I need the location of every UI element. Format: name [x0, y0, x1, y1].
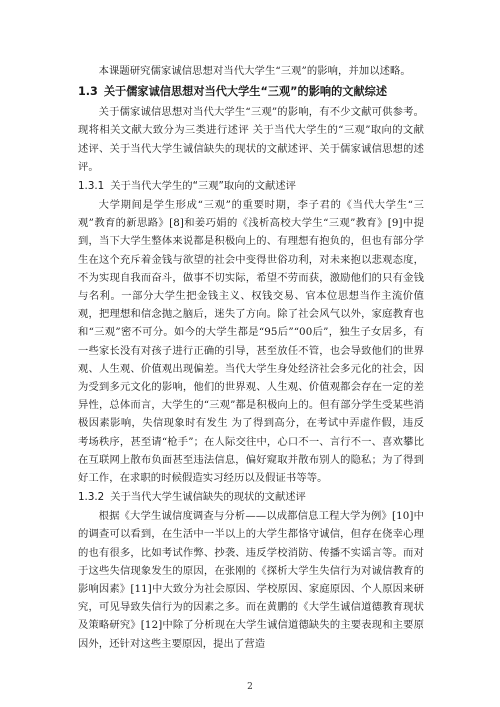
section-heading — [78, 82, 424, 102]
subsection-number-2: 1.3.2 — [78, 491, 105, 504]
subsection-title-1: 关于当代大学生的“三观”取向的文献述评 — [110, 180, 296, 193]
subsection-heading-1 — [78, 177, 424, 196]
section-number: 1.3 — [78, 85, 98, 99]
subsection-body-2: 根据《大学生诚信度调查与分析——以成都信息工程大学为例》[10]中的调查可以看到，在生活中一半以上的大学生都恪守诚信，但存在侥幸心理的也有很多，比如考试作弊、抄袭、违反学校消防、传播不实谣言等。而对于这些失信现象发生的原因，在张刚的《探析大学生失信行为对诚信教育的影响因素》[11]中大致分为社会原因、学校原因、家庭原因、个人原因来研究，可见导致失信行为的因素之多。而在黄鹏的《大学生诚信道德教育现状及策略研究》[12]中除了分析现在大学生诚信道德缺失的主要表现和主要原因外，还针对这些主要原因，提出了营造 — [78, 510, 424, 650]
subsection-body-1: 大学期间是学生形成“三观”的重要时期，李子君的《当代大学生“三观”教育的新思路》[8]和姜巧娟的《浅析高校大学生“三观”教育》[9]中提到，当下大学生整体来说都是积极向上的、有理想有抱负的，但也有部分学生在这个充斥着金钱与欲望的社会中变得世俗功利，对未来抱以悲观态度，不为实现自我而奋斗，做事不切实际，希望不劳而获，激励他们的只有金钱与名利。一部分大学生把金钱主义、权钱交易、官本位思想当作主流价值观，把理想和信念抛之脑后，迷失了方向。除了社会风气以外，家庭教育也和“三观”密不可分。如今的大学生都是“95后”“00后”，独生子女居多，有一些家长没有对孩子进行正确的引导，甚至放任不管，也会导致他们的世界观、人生观、价值观出现偏差。当代大学生身处经济社会多元化的社会，因为受到多元文化的影响，他们的世界观、人生观、价值观都会存在一定的差异性，总体而言，大学生的“三观”都是积极向上的。但有部分学生受某些消极因素影响，失信现象时有发生 为了得到高分，在考试中弄虚作假，违反考场秩序，甚至请“枪手”；在人际交往中，心口不一、言行不一、喜欢攀比 在互联网上散布负面甚至违法信息，偏好窥取并散布别人的隐私；为了得到好工作，在求职的时候假造实习经历以及假证书等等。 — [78, 199, 424, 485]
page-content — [78, 62, 424, 653]
subsection-number-1: 1.3.1 — [78, 180, 105, 193]
subsection-title-2: 关于当代大学生诚信缺失的现状的文献述评 — [110, 491, 306, 504]
section-title: 关于儒家诚信思想对当代大学生“三观”的影响的文献综述 — [103, 85, 388, 99]
intro-paragraph: 本课题研究儒家诚信思想对当代大学生“三观”的影响，并加以述略。 — [98, 65, 411, 77]
subsection-heading-2 — [78, 488, 424, 507]
page-number: 2 — [247, 682, 253, 692]
section-intro-paragraph: 关于儒家诚信思想对当代大学生“三观”的影响，有不少文献可供参考。现将相关文献大致分为三类进行述评 关于当代大学生的“三观”取向的文献述评、关于当代大学生诚信缺失的现状的文献述评、关于儒家诚信思想的述评。 — [78, 106, 424, 173]
